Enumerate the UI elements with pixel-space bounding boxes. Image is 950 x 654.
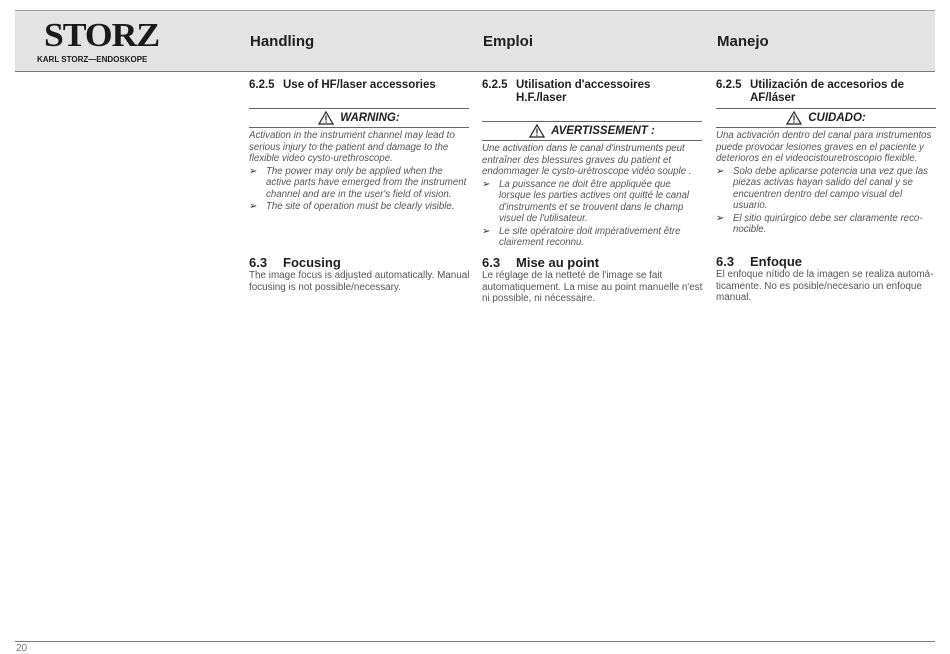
warning-body — [482, 143, 702, 249]
column-heading-english: Handling — [250, 33, 315, 50]
storz-logo — [37, 17, 167, 69]
section-heading: Utilisation d'accessoires H.F./laser — [516, 79, 651, 104]
arrow-bullet-icon: ➢ — [482, 225, 491, 237]
arrow-bullet-icon: ➢ — [249, 201, 258, 212]
focus-heading: Mise au point — [516, 255, 600, 270]
logo-subtitle: KARL STORZ—ENDOSKOPE — [37, 55, 148, 64]
arrow-bullet-icon: ➢ — [482, 178, 491, 190]
focus-number: 6.3 — [716, 254, 735, 269]
warning-bullet — [482, 179, 702, 225]
warning-triangle-icon — [529, 124, 545, 138]
focus-section-english — [249, 255, 471, 293]
arrow-bullet-icon: ➢ — [249, 165, 258, 177]
section-number: 6.2.5 — [249, 79, 275, 91]
bullet-text: The power may only be applied when the active parts have emerged from the instrument channel and are in the user's field of vision. — [266, 165, 467, 200]
section-title — [482, 79, 702, 105]
focus-heading: Enfoque — [750, 254, 802, 269]
header-band — [15, 11, 935, 72]
bullet-text: El sitio quirúrgico debe ser claramente reco-nocible. — [733, 212, 923, 235]
section-heading: Use of HF/laser accessories — [283, 79, 436, 91]
logo-word: STORZ — [44, 17, 160, 54]
focus-section-spanish — [716, 254, 938, 304]
arrow-bullet-icon: ➢ — [716, 212, 725, 224]
warning-bullet — [249, 166, 469, 201]
column-heading-spanish: Manejo — [717, 33, 769, 50]
warning-text: Une activation dans le canal d'instruments peut entraîner des blessures graves du patient et endommager le cysto-urétroscope vidéo souple . — [482, 143, 692, 177]
focus-section-french — [482, 255, 704, 305]
column-heading-french: Emploi — [483, 33, 534, 50]
focus-text: El enfoque nítido de la imagen se realiza automá-ticamente. No es posible/necesario un enfoque manual. — [716, 269, 934, 303]
bullet-text: La puissance ne doit être appliquée que lorsque les parties actives ont quitté le canal d'instruments et se trouvent dans le champ visuel de l'utilisateur. — [499, 178, 690, 224]
arrow-bullet-icon: ➢ — [716, 165, 725, 177]
bullet-text: The site of operation must be clearly visible. — [266, 201, 455, 212]
warning-triangle-icon — [786, 111, 802, 125]
warning-label: CUIDADO: — [808, 112, 866, 124]
bullet-text: Solo debe aplicarse potencia una vez que las piezas activas hayan salido del canal y se encuentren dentro del campo visual del usuario. — [733, 165, 928, 211]
section-column-english — [249, 79, 469, 213]
section-column-spanish — [716, 79, 936, 236]
focus-heading: Focusing — [283, 255, 341, 270]
warning-label: WARNING: — [340, 112, 400, 124]
focus-text: The image focus is adjusted automatically. Manual focusing is not possible/necessary. — [249, 270, 470, 293]
bullet-text: Le site opératoire doit impérativement être clairement reconnu. — [499, 225, 681, 248]
warning-text: Activation in the instrument channel may lead to serious injury to the patient and damage to the flexible video cysto-urethroscope. — [249, 130, 455, 164]
section-title — [716, 79, 936, 105]
warning-bullet — [716, 166, 936, 212]
focus-number: 6.3 — [249, 255, 268, 270]
warning-banner — [482, 121, 702, 141]
warning-label: AVERTISSEMENT : — [551, 125, 655, 137]
warning-bullet — [716, 213, 936, 236]
warning-body — [716, 130, 936, 236]
footer-rule — [15, 641, 935, 642]
section-heading: Utilización de accesorios de AF/láser — [750, 79, 905, 104]
warning-bullet — [482, 226, 702, 249]
warning-body — [249, 130, 469, 213]
warning-bullet — [249, 201, 469, 213]
focus-title — [482, 255, 704, 270]
warning-triangle-icon — [318, 111, 334, 125]
section-number: 6.2.5 — [716, 79, 742, 91]
focus-number: 6.3 — [482, 255, 501, 270]
warning-text: Una activación dentro del canal para instrumentos puede provocar lesiones graves en el paciente y deterioros en el videocistouretroscopio flexible. — [716, 130, 932, 164]
focus-title — [716, 254, 938, 269]
section-column-french — [482, 79, 702, 249]
warning-banner — [249, 108, 469, 128]
section-title — [249, 79, 469, 92]
warning-banner — [716, 108, 936, 128]
page-number: 20 — [16, 643, 28, 654]
focus-text: Le réglage de la netteté de l'image se fait automatiquement. La mise au point manuelle n'est ni possible, ni nécessaire. — [482, 270, 703, 304]
section-number: 6.2.5 — [482, 79, 508, 91]
focus-title — [249, 255, 471, 270]
